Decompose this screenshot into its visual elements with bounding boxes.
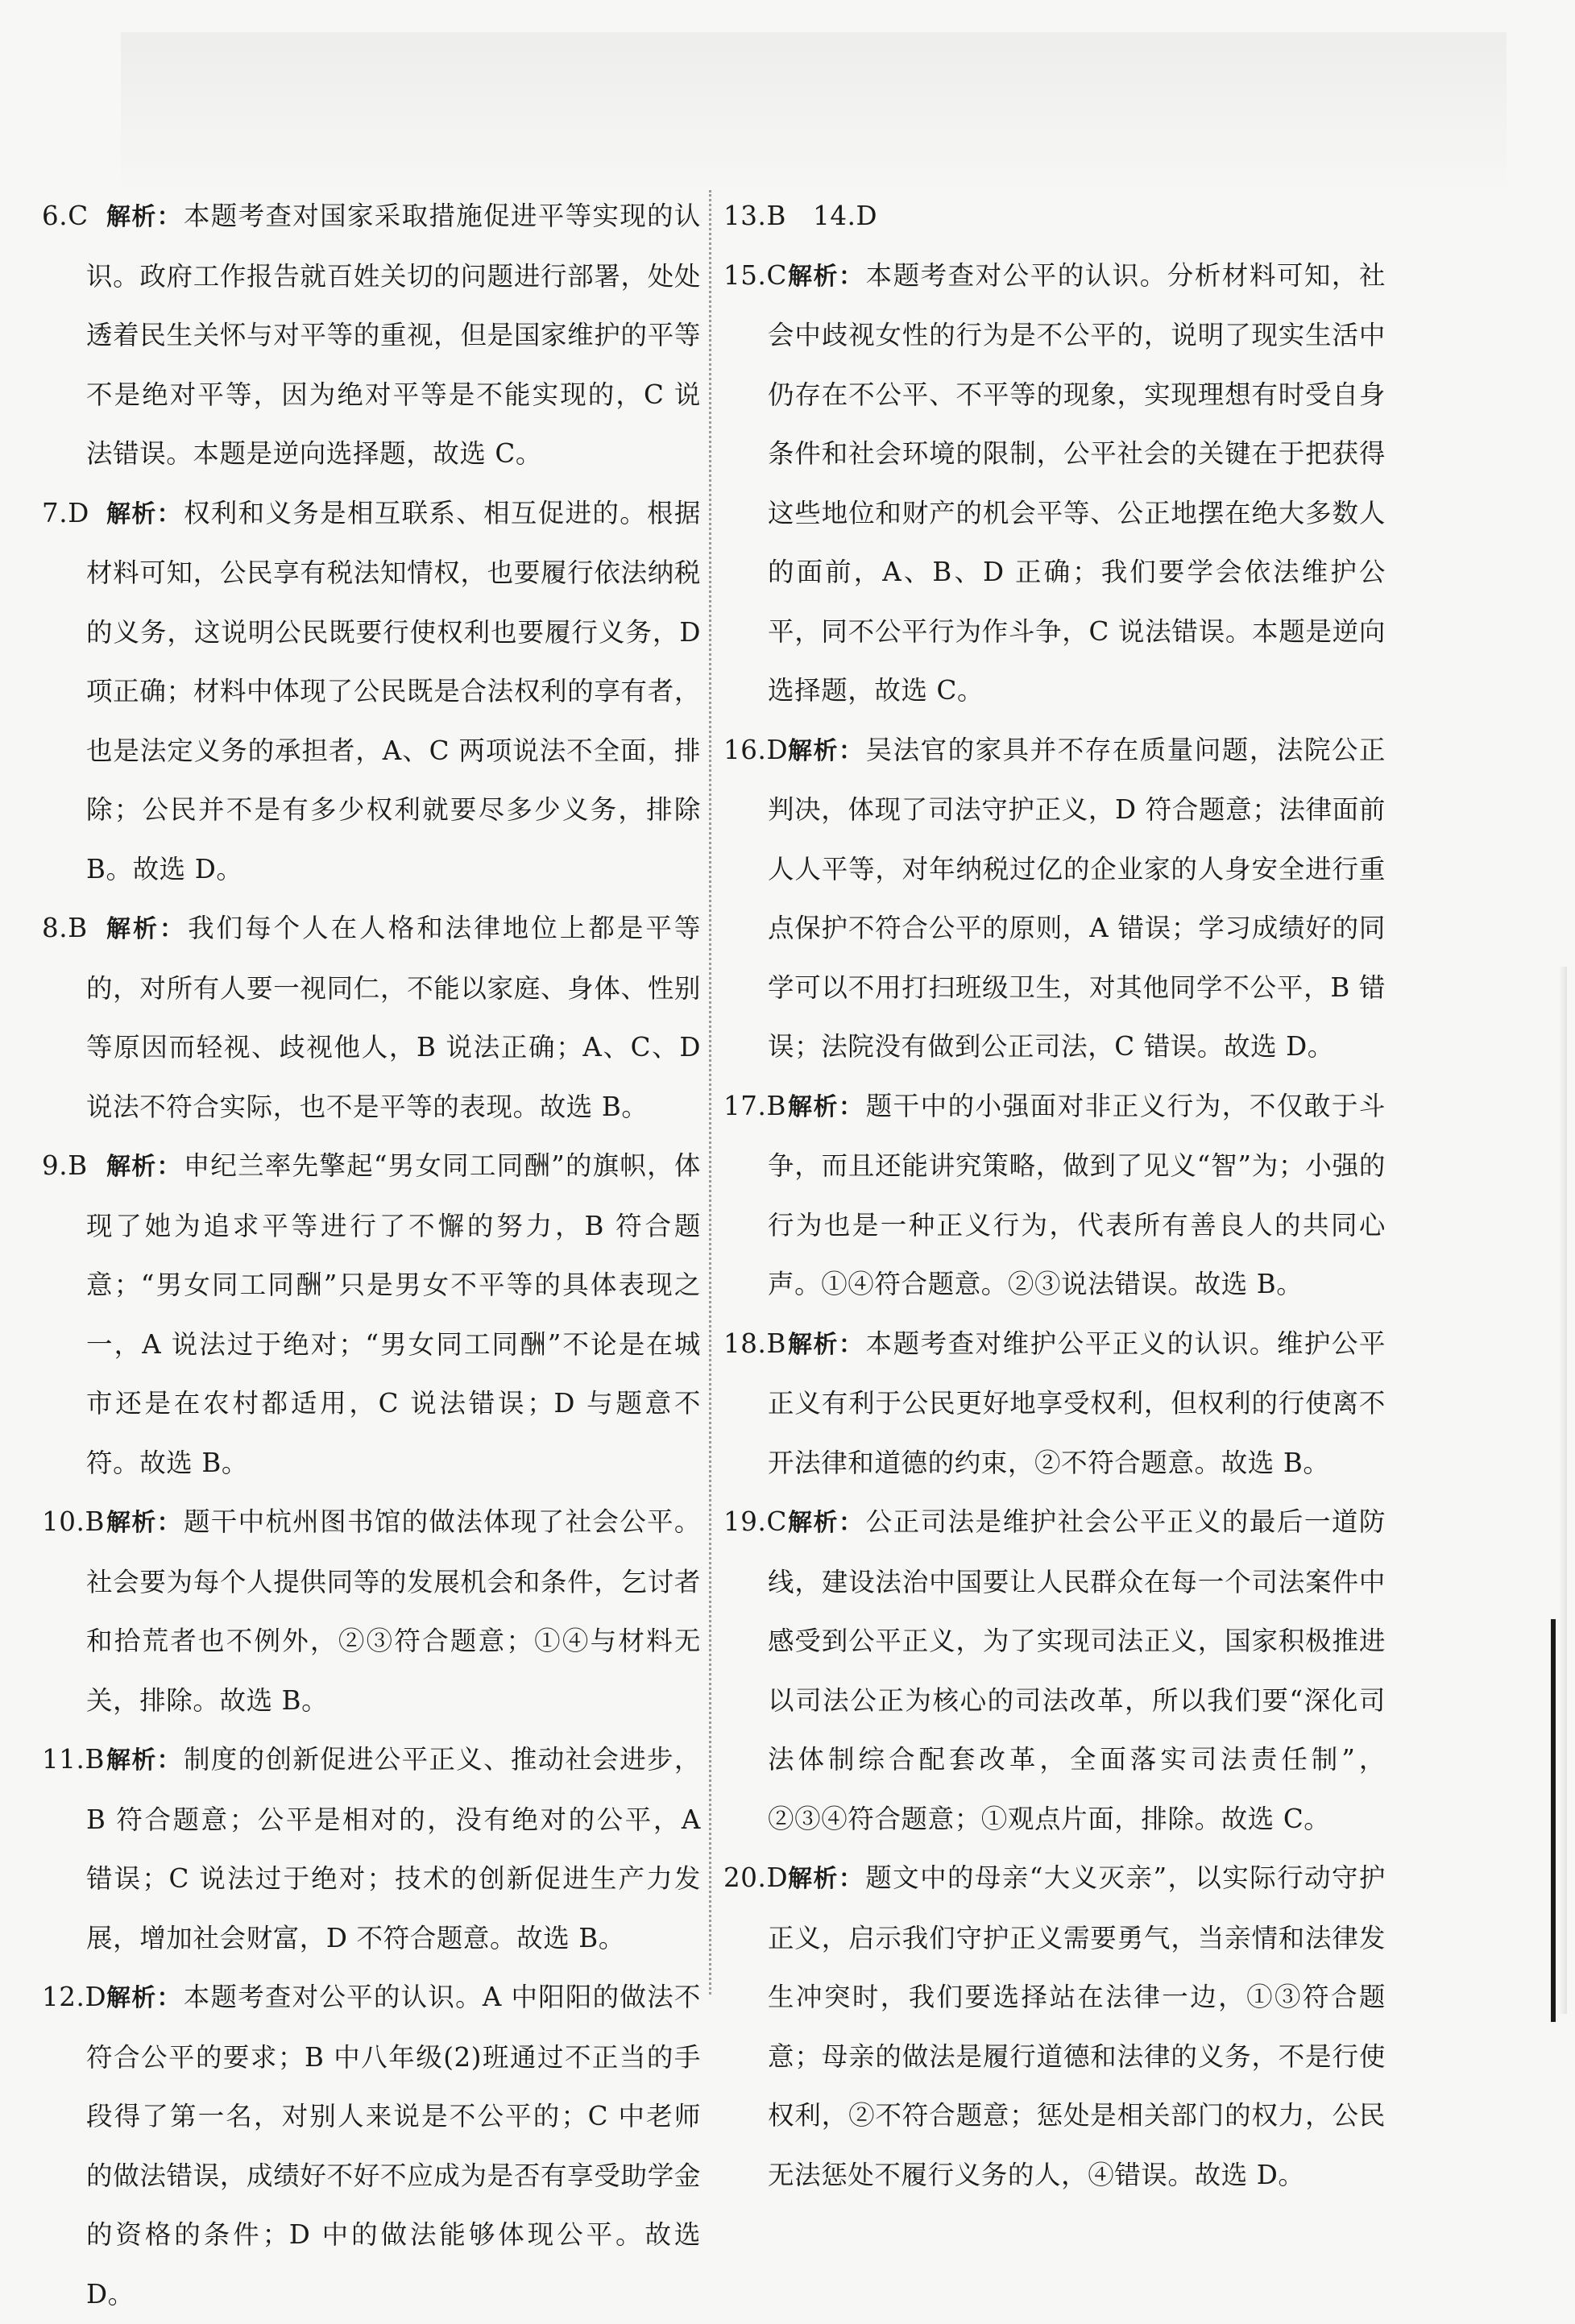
analysis-label: 解析： [106, 203, 182, 231]
answer-text: 我们每个人在人格和法律地位上都是平等的，对所有人要一视同仁，不能以家庭、身体、性别等原因而轻视、歧视他人，B 说法正确；A、C、D 说法不符合实际，也不是平等的表现。故选 B。 [86, 913, 701, 1122]
answer-item [723, 246, 1386, 721]
analysis-label: 解析： [106, 1509, 182, 1537]
answer-item [42, 1968, 701, 2324]
answer-number: 7.D [42, 497, 89, 528]
analysis-label: 解析： [788, 1092, 864, 1121]
analysis-label: 解析： [788, 736, 864, 765]
answer-item [42, 1493, 701, 1730]
answer-number: 19.C [723, 1506, 787, 1537]
analysis-label: 解析： [106, 1984, 182, 2012]
analysis-label: 解析： [106, 1746, 182, 1775]
analysis-label: 解析： [106, 915, 187, 943]
answer-number: 8.B [42, 913, 88, 943]
left-column [42, 187, 701, 2324]
answer-number: 16.D [723, 734, 789, 765]
analysis-label: 解析： [788, 1865, 864, 1893]
answer-text: 题干中的小强面对非正义行为，不仅敢于斗争，而且还能讲究策略，做到了见义“智”为；小强的行为也是一种正义行为，代表所有善良人的共同心声。①④符合题意。②③说法错误。故选 B。 [768, 1090, 1386, 1299]
answer-text: 题干中杭州图书馆的做法体现了社会公平。社会要为每个人提供同等的发展机会和条件，乞讨者和拾荒者也不例外，②③符合题意；①④与材料无关，排除。故选 B。 [86, 1506, 701, 1716]
answer-text: 题文中的母亲“大义灭亲”，以实际行动守护正义，启示我们守护正义需要勇气，当亲情和法律发生冲突时，我们要选择站在法律一边，①③符合题意；母亲的做法是履行道德和法律的义务，不是行使权利，②不符合题意；惩处是相关部门的权力，公民无法惩处不履行义务的人，④错误。故选 D。 [768, 1862, 1386, 2190]
answer-number: 17.B [723, 1090, 786, 1121]
answer-item [42, 484, 701, 900]
short-answers: 13.B 14.D [723, 201, 878, 231]
answer-item [723, 1077, 1386, 1315]
analysis-label: 解析： [106, 1153, 182, 1181]
answer-number: 6.C [42, 201, 89, 231]
answer-number: 9.B [42, 1150, 88, 1181]
answer-item [723, 721, 1386, 1077]
answer-text: 本题考查对维护公平正义的认识。维护公平正义有利于公民更好地享受权利，但权利的行使离不开法律和道德的约束，②不符合题意。故选 B。 [768, 1328, 1386, 1478]
answer-number: 20.D [723, 1862, 789, 1893]
answer-number: 11.B [42, 1744, 105, 1775]
answer-text: 本题考查对公平的认识。A 中阳阳的做法不符合公平的要求；B 中八年级(2)班通过不正当的手段得了第一名，对别人来说是不公平的；C 中老师的做法错误，成绩好不好不应成为是否有享受助学金的资格的条件；D 中的做法能够体现公平。故选 D。 [86, 1982, 701, 2310]
page-edge-shadow [1559, 967, 1567, 2014]
answer-item [42, 1137, 701, 1493]
answer-text: 权利和义务是相互联系、相互促进的。根据材料可知，公民享有税法知情权，也要履行依法纳税的义务，这说明公民既要行使权利也要履行义务，D 项正确；材料中体现了公民既是合法权利的享有者，也是法定义务的承担者，A、C 两项说法不全面，排除；公民并不是有多少权利就要尽多少义务，排除 B。故选 D。 [86, 497, 701, 884]
answer-number: 18.B [723, 1328, 786, 1359]
answer-item [723, 1315, 1386, 1493]
answer-text: 吴法官的家具并不存在质量问题，法院公正判决，体现了司法守护正义，D 符合题意；法律面前人人平等，对年纳税过亿的企业家的人身安全进行重点保护不符合公平的原则，A 错误；学习成绩好的同学可以不用打扫班级卫生，对其他同学不公平，B 错误；法院没有做到公正司法，C 错误。故选 D。 [768, 734, 1386, 1062]
answer-text: 公正司法是维护社会公平正义的最后一道防线，建设法治中国要让人民群众在每一个司法案件中感受到公平正义，为了实现司法正义，国家积极推进以司法公正为核心的司法改革，所以我们要“深化司法体制综合配套改革，全面落实司法责任制”，②③④符合题意；①观点片面，排除。故选 C。 [768, 1506, 1386, 1834]
answer-number: 12.D [42, 1982, 107, 2012]
answer-number: 15.C [723, 259, 787, 291]
right-column [723, 187, 1386, 2205]
analysis-label: 解析： [788, 262, 864, 291]
answer-text: 制度的创新促进公平正义、推动社会进步，B 符合题意；公平是相对的，没有绝对的公平，A 错误；C 说法过于绝对；技术的创新促进生产力发展，增加社会财富，D 不符合题意。故选 B。 [86, 1744, 701, 1953]
analysis-label: 解析： [788, 1509, 864, 1537]
answer-item [723, 1493, 1386, 1849]
analysis-label: 解析： [788, 1330, 864, 1359]
answer-item-short [723, 187, 1386, 246]
answer-item [723, 1849, 1386, 2205]
answer-number: 10.B [42, 1506, 105, 1537]
binding-edge-mark [1551, 1619, 1556, 2022]
answer-item [42, 899, 701, 1137]
answer-item [42, 1730, 701, 1968]
answer-text: 本题考查对公平的认识。分析材料可知，社会中歧视女性的行为是不公平的，说明了现实生活中仍存在不公平、不平等的现象，实现理想有时受自身条件和社会环境的限制，公平社会的关键在于把获得这些地位和财产的机会平等、公正地摆在绝大多数人的面前，A、B、D 正确；我们要学会依法维护公平，同不公平行为作斗争，C 说法错误。本题是逆向选择题，故选 C。 [768, 259, 1386, 706]
top-bleed-through [121, 32, 1507, 185]
answer-item [42, 187, 701, 484]
analysis-label: 解析： [106, 499, 182, 528]
column-divider [709, 190, 711, 1995]
answer-text: 申纪兰率先擎起“男女同工同酬”的旗帜，体现了她为追求平等进行了不懈的努力，B 符合题意；“男女同工同酬”只是男女不平等的具体表现之一，A 说法过于绝对；“男女同工同酬”不论是在城市还是在农村都适用，C 说法错误；D 与题意不符。故选 B。 [86, 1150, 701, 1478]
answer-text: 本题考查对国家采取措施促进平等实现的认识。政府工作报告就百姓关切的问题进行部署，处处透着民生关怀与对平等的重视，但是国家维护的平等不是绝对平等，因为绝对平等是不能实现的，C 说法错误。本题是逆向选择题，故选 C。 [86, 201, 701, 469]
